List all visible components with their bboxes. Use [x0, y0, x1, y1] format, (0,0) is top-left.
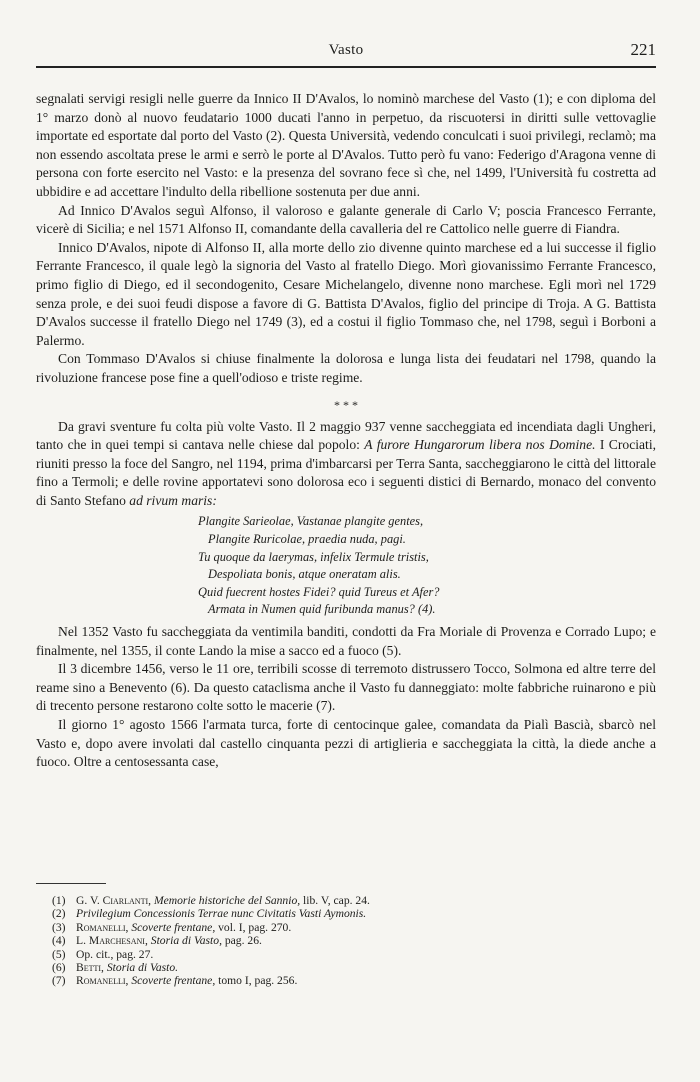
verse-line: Despoliata bonis, atque oneratam alis.	[208, 567, 401, 582]
verse-line: Quid fuecrent hostes Fidei? quid Tureus et Afer?	[198, 584, 440, 599]
footnote-author: L. Marchesani,	[76, 934, 148, 948]
footnote	[52, 894, 656, 907]
paragraph: Innico D'Avalos, nipote di Alfonso II, alla morte dello zio divenne quinto marchese ed a lui successe il figlio Ferrante Francesco, il quale legò la signoria del Vasto al fratello Diego. Morì giovanissimo Ferrante Francesco, primo figlio di Diego, ed il secondogenito, Cesare Michelangelo, divenne nono marchese. Egli morì nel 1729 senza prole, e dei suoi feudi dispose a favore di G. Battista D'Avalos, figlio del principe di Troja. A G. Battista D'Avalos successe il fratello Diego nel 1749 (3), ed a costui il figlio Tommaso che, nel 1798, seguì i Borboni a Palermo.	[36, 239, 656, 348]
footnote-title: Memorie historiche del Sannio,	[153, 894, 301, 907]
footnote-number: (3)	[52, 920, 66, 934]
footnote-title: Storia di Vasto,	[150, 934, 222, 948]
header-rule	[36, 66, 656, 68]
footnote-number: (6)	[52, 961, 66, 975]
verse-line: Plangite Sarieolae, Vastanae plangite gentes,	[198, 514, 424, 529]
paragraph-text: Da gravi sventure fu colta più volte Vasto. Il 2 maggio 937 venne saccheggiata ed incendiata dagli Ungheri, tanto che in quei tempi si cantava nelle chiese dal popolo:	[36, 418, 656, 453]
footnote-rule	[36, 883, 106, 884]
paragraph: Con Tommaso D'Avalos si chiuse finalmente la dolorosa e lunga lista dei feudatari nel 1798, quando la rivoluzione francese pose fine a quell'odioso e triste regime.	[36, 351, 656, 385]
paragraph-text: I Crociati, riuniti presso la foce del Sangro, nel 1194, prima d'imbarcarsi per Terra Santa, saccheggiarono le città del littorale fino a Termoli; e delle rovine apportatevi sono dolorosa eco i seguenti distici di Bernardo, monaco del convento di Santo Stefano	[36, 437, 656, 508]
main-text	[36, 90, 656, 772]
latin-phrase: ad rivum maris:	[129, 492, 217, 508]
footnote-title: Privilegium Concessionis Terrae nunc Civitatis Vasti Aymonis.	[76, 907, 367, 921]
footnote-ref: lib. V, cap. 24.	[300, 894, 370, 907]
paragraph: Ad Innico D'Avalos seguì Alfonso, il valoroso e galante generale di Carlo V; poscia Francesco Ferrante, vicerè di Sicilia; e nel 1571 Alfonso II, comandante della cavalleria del re Cattolico nelle guerre di Fiandra.	[36, 202, 656, 237]
footnote-author: Romanelli,	[76, 920, 129, 934]
footnote	[52, 948, 656, 961]
footnote-author: Betti,	[76, 961, 104, 975]
footnote	[52, 921, 656, 934]
footnote-title: Scoverte frentane,	[131, 974, 216, 988]
footnote-number: (4)	[52, 934, 66, 948]
footnote-number: (2)	[52, 907, 66, 921]
footnote-ref: Op. cit., pag. 27.	[76, 947, 154, 961]
verse-line: Armata in Numen quid furibunda manus? (4).	[208, 602, 436, 617]
footnote-ref: vol. I, pag. 270.	[215, 920, 292, 934]
footnote	[52, 961, 656, 974]
footnote-ref: pag. 26.	[221, 934, 262, 948]
footnote-number: (7)	[52, 974, 66, 988]
footnote-author: G. V. Ciarlanti,	[76, 894, 152, 907]
latin-invocation: A furore Hungarorum libera nos Domine.	[364, 437, 596, 453]
footnote-title: Storia di Vasto.	[106, 961, 179, 975]
footnotes	[52, 894, 656, 988]
footnote-number: (1)	[52, 894, 66, 907]
footnote-number: (5)	[52, 947, 66, 961]
paragraph: Il 3 dicembre 1456, verso le 11 ore, terribili scosse di terremoto distrussero Tocco, Solmona ed altre terre del reame sino a Benevento (6). Da questo cataclisma anche il Vasto fu danneggiato: molte fabbriche ruinarono e più di trecento persone restarono colte sotto le macerie (7).	[36, 661, 656, 714]
paragraph: Il giorno 1° agosto 1566 l'armata turca, forte di centocinque galee, comandata da Pialì Bascià, sbarcò nel Vasto e, dopo avere involati dal castello cinquanta pezzi di artiglieria e saccheggiata la città, la diede anche a fuoco. Oltre a centosessanta case,	[36, 717, 656, 770]
latin-verses	[198, 513, 656, 619]
footnote-title: Scoverte frentane,	[131, 920, 216, 934]
page-number: 221	[630, 40, 656, 59]
running-title: Vasto	[328, 42, 364, 58]
footnote-ref: tomo I, pag. 256.	[215, 974, 298, 988]
section-separator: * * *	[334, 397, 358, 412]
footnote	[52, 907, 656, 920]
page-header	[36, 40, 656, 64]
footnote-author: Romanelli,	[76, 974, 129, 988]
verse-line: Plangite Ruricolae, praedia nuda, pagi.	[208, 532, 406, 547]
footnote	[52, 934, 656, 947]
paragraph	[36, 418, 656, 511]
paragraph: segnalati servigi resigli nelle guerre da Innico II D'Avalos, lo nominò marchese del Vasto (1); e con diploma del 1° marzo donò al nuovo feudatario 1000 ducati l'anno in perpetuo, da riscuotersi in diritti sulle vettovaglie importate ed esportate dal porto del Vasto (2). Questa Università, vedendo conculcati i suoi privilegi, reclamò; ma non essendo ascoltata prese le armi e serrò le porte al D'Avalos. Tutto però fu vano: Federigo d'Aragona venne di persona con forte esercito nel Vasto: e la presenza del sovrano fece sì che, nel 1499, l'Università fu costretta ad ubbidire e ad accettare l'indulto della ribellione sostenuta per due anni.	[36, 91, 656, 199]
verse-line: Tu quoque da laerymas, infelix Termule tristis,	[198, 549, 429, 564]
footnote	[52, 974, 656, 987]
paragraph: Nel 1352 Vasto fu saccheggiata da ventimila banditi, condotti da Fra Moriale di Provenza e Corrado Lupo; e finalmente, nel 1355, il conte Lando la mise a sacco ed a fuoco (5).	[36, 624, 656, 658]
